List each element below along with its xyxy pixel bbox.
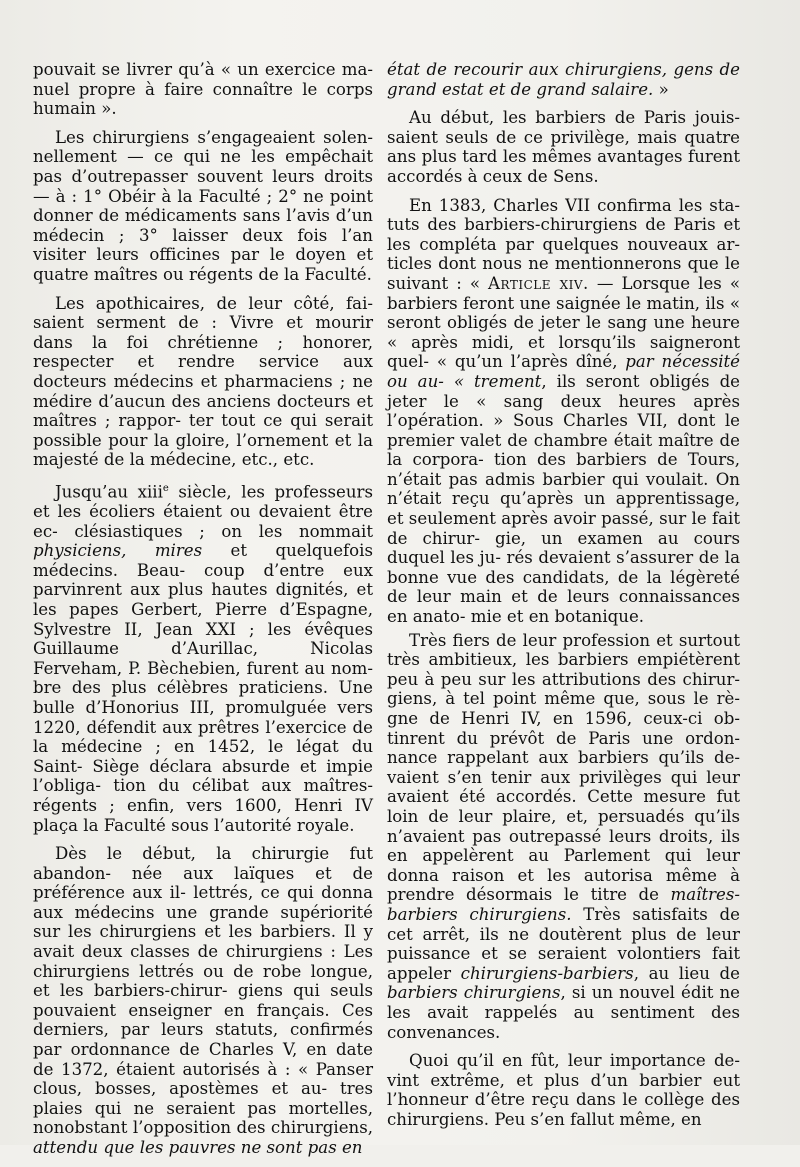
right-paragraph <box>387 196 740 627</box>
left-paragraph: Les apothicaires, de leur côté, fai- saient serment de : Vivre et mourir dans la foi chrétienne ; honorer, respecter et rendre service aux docteurs médecins et pharmaciens ; ne médire d’aucun des anciens docteurs et maîtres ; rappor- ter tout ce qui serait possible pour la gloire, l’ornement et la majesté de la médecine, etc., etc. <box>33 293 373 470</box>
text-run: état de recourir aux chirurgiens, gens de grand estat et de grand salaire. <box>387 60 740 99</box>
text-run: , ils seront obligés de jeter le « sang deux heures après l’opération. » Sous Charles VII, dont le premier valet de chambre était maître de la corpora- tion des barbiers de Tours, n’était pas admis barbier qui voulait. On n’était reçu qu’après un apprentissage, et seulement après avoir passé, sur le fait de chirur- gie, un examen au cours duquel les ju- rés devaient s’assurer de la bonne vue des candidats, de la légèreté de leur main et de leurs connaissances en anato- mie et en botanique. <box>387 371 741 627</box>
text-run: » <box>653 79 669 99</box>
text-run: chirurgiens-barbiers <box>460 963 634 983</box>
text-run: par nécessité ou au- « trement <box>387 352 741 391</box>
text-run: e <box>162 482 169 494</box>
text-run: Jusqu’au xiii <box>55 482 163 502</box>
left-paragraph <box>33 479 373 835</box>
right-paragraph <box>387 631 740 1042</box>
text-run: siècle, les professeurs et les écoliers étaient ou devaient être ec- clésiastiques ; on les nommait <box>33 482 373 541</box>
left-paragraph: Les chirurgiens s’engageaient solen- nellement — ce qui ne les empêchait pas d’outrepasser souvent leurs droits — à : 1° Obéir à la Faculté ; 2° ne point donner de médicaments sans l’avis d’un médecin ; 3° laisser deux fois l’an visiter leurs officines par le doyen et quatre maîtres ou régents de la Faculté. <box>33 127 373 284</box>
left-paragraph: pouvait se livrer qu’à « un exercice ma- nuel propre à faire connaître le corps humain ». <box>33 60 373 119</box>
text-run: Très satisfaits de cet arrêt, ils ne doutèrent plus de leur puissance et se seraient volontiers fait appeler <box>387 904 740 983</box>
text-run: physiciens, mires <box>33 541 203 561</box>
text-run: — Lorsque les « barbiers feront une saignée le matin, ils « seront obligés de jeter le sang une heure « après midi, et lorsqu’ils saigneront quel- « qu’un l’après dîné, <box>387 273 740 372</box>
text-run: Dès le début, la chirurgie fut abandon- née aux laïques et de préférence aux il- lettrés, ce qui donna aux médecins une grande supériorité sur les chirurgiens et les barbiers. Il y avait deux classes de chirurgiens : Les chirurgiens lettrés ou de robe longue, et les barbiers-chirur- giens qui seuls pouvaient enseigner en français. Ces derniers, par leurs statuts, confirmés par ordonnance de Charles V, en date de 1372, étaient autorisés à : « Panser clous, bosses, apostèmes et au- tres plaies qui ne seraient pas mortelles, nonobstant l’opposition des chirurgiens, <box>33 844 373 1138</box>
right-paragraph <box>387 60 740 99</box>
text-run: maîtres- barbiers chirurgiens. <box>387 885 740 924</box>
text-run: Article xiv. <box>488 273 589 293</box>
right-paragraph: Quoi qu’il en fût, leur importance de- vint extrême, et plus d’un barbier eut l’honneur d’être reçu dans le collège des chirurgiens. Peu s’en fallut même, en <box>387 1051 740 1129</box>
text-run: Très fiers de leur profession et surtout très ambitieux, les barbiers empiétèrent peu à peu sur les attributions des chirur- giens, à tel point même que, sous le rè- gne de Henri IV, en 1596, ceux-ci ob- tinrent du prévôt de Paris une ordon- nance rappelant aux barbiers qu’ils de- vaient s’en tenir aux privilèges qui leur avaient été accordés. Cette mesure fut loin de leur plaire, et, persuadés qu’ils n’avaient pas outrepassé leurs droits, ils en appelèrent au Parlement qui leur donna raison et les autorisa même à prendre désormais le titre de <box>387 630 740 905</box>
text-run: attendu que les pauvres ne sont pas en <box>33 1138 363 1157</box>
text-run: , si un nouvel édit ne les avait rappelés au sentiment des convenances. <box>387 983 741 1042</box>
text-run: barbiers chirurgiens <box>387 983 561 1003</box>
text-run: et quelquefois médecins. Beau- coup d’entre eux parvinrent aux plus hautes dignités, et les papes Gerbert, Pierre d’Espagne, Sylvestre II, Jean XXI ; les évêques Guillaume d’Aurillac, Nicolas Ferveham, P. Bèchebien, furent au nom- bre des plus célèbres praticiens. Une bulle d’Honorius III, promulguée vers 1220, défendit aux prêtres l’exercice de la médecine ; en 1452, le légat du Saint- Siège déclara absurde et impie l’obliga- tion du célibat aux maîtres-régents ; enfin, vers 1600, Henri IV plaça la Faculté sous l’autorité royale. <box>33 541 373 835</box>
left-column <box>33 60 373 1167</box>
text-run: , au lieu de <box>633 963 741 983</box>
text-run: En 1383, Charles VII confirma les sta- tuts des barbiers-chirurgiens de Paris et les compléta par quelques nouveaux ar- ticles dont nous ne mentionnerons que le suivant : « <box>387 195 740 293</box>
left-paragraph <box>33 844 373 1158</box>
right-column <box>387 60 740 1138</box>
right-paragraph: Au début, les barbiers de Paris jouis- saient seuls de ce privilège, mais quatre ans plus tard les mêmes avantages furent accordés à ceux de Sens. <box>387 108 740 186</box>
